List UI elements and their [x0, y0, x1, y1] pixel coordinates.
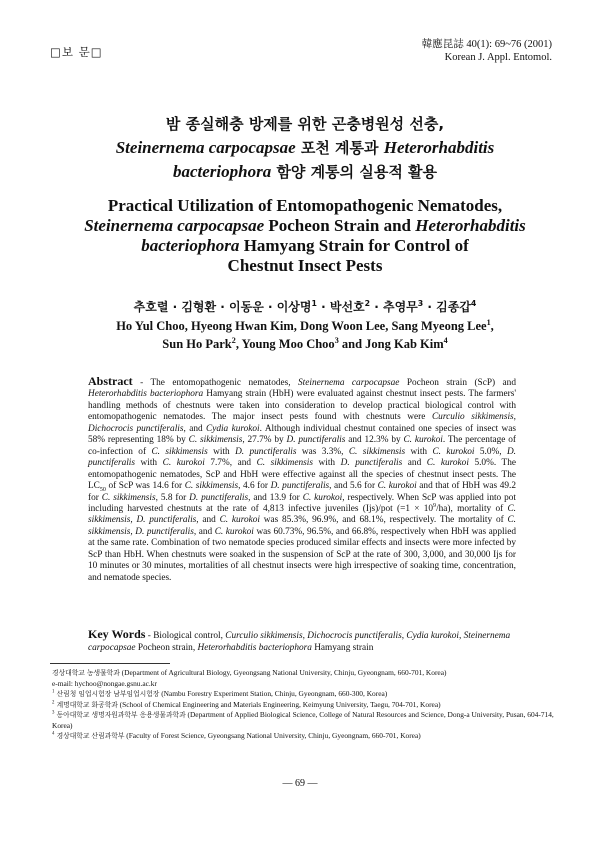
- abstract-heading: Abstract: [88, 374, 133, 388]
- english-title-genus2: Heterorhabditis: [415, 216, 526, 235]
- species-name: C. kurokoi: [426, 458, 469, 469]
- english-title-species2: bacteriophora: [141, 236, 240, 255]
- species-name: Dichocrocis punctiferalis: [88, 423, 184, 434]
- affiliation-mark: 2: [364, 299, 371, 308]
- key-words-text: ,: [302, 631, 308, 641]
- abstract-text: was 3.3%,: [296, 446, 349, 457]
- species-name: D. punctiferalis: [270, 481, 330, 492]
- abstract-text: /ha), mortality of: [436, 503, 508, 514]
- english-title-mid: Pocheon Strain and: [264, 216, 416, 235]
- affiliation-mark: 2: [231, 335, 236, 345]
- affiliation-mark: 1: [311, 299, 317, 308]
- species-name: C. sikkimensis: [348, 446, 406, 457]
- footnote-en: (School of Chemical Engineering and Materials Engineering, Keimyung University, Taegu, 704-701, Korea): [117, 699, 441, 709]
- key-words: [88, 628, 516, 654]
- footnote-ko: 계명대학교 화공학과: [54, 700, 118, 709]
- abstract-text: with: [207, 446, 236, 457]
- key-words-text: Pocheon strain,: [135, 643, 198, 653]
- abstract-text: 5.0%,: [474, 446, 507, 457]
- abstract-text: , and: [196, 515, 220, 526]
- korean-title-part3: 함양 계통의 실용적 활용: [271, 163, 438, 181]
- page-number: — 69 —: [282, 778, 318, 789]
- key-words-text: Hamyang strain: [311, 643, 374, 653]
- species-name: C. sikkimensis: [188, 435, 243, 446]
- species-name: C. sikkimensis: [184, 481, 239, 492]
- korean-title-species1: Steinernema carpocapsae: [115, 138, 296, 157]
- footnote-en: (Department of Applied Biological Science, College of Natural Resources and Science, Dong-a University, Pusan, 604-714, Korea): [52, 710, 554, 730]
- key-words-text: ,: [458, 631, 464, 641]
- footnotes: [52, 668, 560, 742]
- species-name: Heterorhabditis bacteriophora: [197, 643, 312, 653]
- species-name: D. punctiferalis: [340, 458, 403, 469]
- species-name: C. sikkimensis, D. punctiferalis: [88, 503, 517, 526]
- abstract-text: , and: [193, 526, 215, 537]
- korean-authors: [50, 298, 560, 315]
- korean-author-2: · 박선호: [316, 300, 365, 314]
- affiliation-mark: 3: [52, 710, 55, 716]
- species-name: C. sikkimensis: [151, 446, 208, 457]
- english-author-group1: Ho Yul Choo, Hyeong Hwan Kim, Dong Woon Lee, Sang Myeong Lee: [116, 319, 487, 333]
- species-name: C. kurokoi: [377, 481, 417, 492]
- korean-author-group1: 추호렬 · 김형환 · 이동운 · 이상명: [133, 300, 312, 314]
- species-name: Steinernema carpocapsae: [88, 631, 511, 653]
- footnote-en: (Nambu Forestry Experiment Station, Chinju, Gyeongnam, 660-300, Korea): [159, 689, 388, 698]
- species-name: D. punctiferalis: [235, 446, 297, 457]
- korean-title-genus2: Heterorhabditis: [383, 138, 495, 157]
- abstract-text: , 4.6 for: [238, 481, 271, 492]
- species-name: Heterorhabditis bacteriophora: [88, 389, 204, 400]
- abstract-text: Hamyang strain (HbH) were evaluated against chestnut insect pests. The farmers' handling methods of chestnuts were taken into consideration to develop practical biological control with entomopathogenic nematodes. The major insect pests found with chestnuts were: [88, 389, 516, 423]
- footnote-ko: 경상대학교 산림과학부: [54, 732, 125, 740]
- key-words-text: ,: [401, 631, 407, 641]
- affiliation-mark: 1: [486, 317, 491, 327]
- korean-title: [60, 112, 550, 184]
- footnote-affiliation-4: [52, 731, 560, 742]
- korean-title-part2: 포천 계통과: [295, 139, 384, 157]
- journal-citation: [422, 38, 552, 64]
- abstract-text: with: [313, 458, 341, 469]
- abstract-text: , and 5.6 for: [329, 481, 378, 492]
- english-title-line4: Chestnut Insect Pests: [227, 256, 383, 275]
- species-name: Cydia kurokoi: [406, 631, 459, 641]
- key-words-heading: Key Words: [88, 627, 146, 641]
- english-title: [50, 196, 560, 276]
- footnote-affiliation-3: [52, 710, 560, 731]
- species-name: Curculio sikkimensis: [431, 412, 514, 423]
- abstract-text: , respectively. When ScP was applied into pot including harvested chestnuts at the rate of 4,813 infective juveniles (Ijs)/pot (=1 × 10: [88, 492, 517, 514]
- korean-author-4: · 김종갑: [423, 300, 471, 314]
- article-type-label: □보 문□: [50, 45, 103, 59]
- abstract-text: with: [135, 458, 163, 469]
- footnote-ko: 산림청 임업시험장 남부임업시험장: [54, 690, 160, 698]
- abstract-text: 5.0%. The entomopathogenic nematodes, ScP and HbH were effective against all the species of chestnut insect pests. The LC: [88, 458, 516, 492]
- abstract-text: - The entomopathogenic nematodes,: [132, 378, 299, 388]
- abstract-text: , and: [183, 423, 206, 434]
- exponent: 9: [433, 502, 437, 509]
- abstract-text: 7.7%, and: [204, 458, 257, 469]
- abstract-text: , 27.7% by: [242, 435, 287, 446]
- species-name: D. punctiferalis: [189, 492, 249, 503]
- species-name: Cydia kurokoi: [206, 423, 260, 434]
- footnote-affiliation-2: [52, 700, 560, 711]
- korean-author-3: · 추영무: [370, 300, 418, 314]
- english-author-2: Sun Ho Park: [162, 337, 232, 351]
- species-name: Dichocrocis punctiferalis: [307, 631, 402, 641]
- abstract-text: , 5.8 for: [155, 492, 190, 503]
- affiliation-mark: 4: [470, 299, 477, 308]
- abstract-text: . The percentage of co-infection of: [88, 435, 517, 457]
- species-name: C. kurokoi: [214, 526, 254, 537]
- affiliation-mark: 4: [443, 335, 448, 345]
- abstract-text: ,: [513, 412, 516, 423]
- english-author-3: , Young Moo Choo: [235, 337, 335, 351]
- abstract-text: Pocheon strain (ScP) and: [399, 378, 516, 388]
- abstract-text: and: [402, 458, 427, 469]
- footnote-affiliation-main: [52, 668, 560, 679]
- affiliation-mark: 3: [417, 299, 424, 308]
- species-name: C. kurokoi: [162, 458, 205, 469]
- abstract-text: was 85.3%, 96.9%, and 68.1%, respectively. The mortality of: [259, 515, 508, 526]
- key-words-text: - Biological control,: [145, 631, 226, 641]
- abstract-text: with: [405, 446, 433, 457]
- footnote-affiliation-1: [52, 689, 560, 700]
- english-authors: Ho Yul Choo, Hyeong Hwan Kim, Dong Woon Lee, Sang Myeong Lee$^1$, Sun Ho Park$^2$, Young Moo Choo$^3$ and Jong Kab Kim$^4$: [116, 317, 494, 351]
- footnote-divider: [50, 663, 170, 664]
- affiliation-mark: 1: [52, 689, 55, 695]
- english-title-end: Hamyang Strain for Control of: [239, 236, 469, 255]
- korean-title-part1: 밤 종실해충 방제를 위한 곤충병원성 선충,: [165, 115, 445, 133]
- abstract-text: , and 13.9 for: [248, 492, 303, 503]
- abstract-text: was 60.73%, 96.5%, and 66.8%, respectively when HbH was applied at the same rate. Combination of two nematode species produced similar effects and insects were more infected by ScP than HbH. When chestnuts were soaked in the suspension of ScP at the rate of 300, 3,000, and 30,000 Ijs for 10 minutes or 30 minutes, mortalities of all chestnut insects were high irrespective of soaking time, concentration, and nematode species.: [88, 526, 516, 583]
- korean-title-species2: bacteriophora: [172, 162, 272, 181]
- species-name: Steinernema carpocapsae: [298, 378, 400, 388]
- abstract-text: and 12.3% by: [345, 435, 404, 446]
- footnote-ko: 경상대학교 농생물학과: [52, 669, 120, 677]
- journal-citation-en: Korean J. Appl. Entomol.: [444, 52, 552, 63]
- species-name: C. kurokoi: [432, 446, 475, 457]
- species-name: C. kurokoi: [403, 435, 443, 446]
- abstract: [88, 376, 516, 584]
- english-author-4: and Jong Kab Kim: [338, 337, 444, 351]
- english-title-line1: Practical Utilization of Entomopathogenic Nematodes,: [107, 196, 503, 215]
- affiliation-mark: 4: [52, 731, 55, 737]
- species-name: D. punctiferalis: [88, 446, 516, 469]
- species-name: Curculio sikkimensis: [225, 631, 303, 641]
- affiliation-mark: 3: [334, 335, 339, 345]
- footnote-ko: 동아대학교 생명자원과학부 응용생물과학과: [54, 711, 186, 719]
- species-name: D. punctiferalis: [286, 435, 346, 446]
- species-name: C. sikkimensis, D. punctiferalis: [88, 515, 517, 537]
- footnote-email: e-mail: hychoo@nongae.gsnu.ac.kr: [52, 678, 157, 688]
- footnote-en: (Department of Agricultural Biology, Gyeongsang National University, Chinju, Gyeongnam, 660-701, Korea): [119, 668, 447, 677]
- affiliation-mark: 2: [52, 700, 55, 706]
- species-name: C. kurokoi: [302, 492, 343, 503]
- english-title-species1: Steinernema carpocapsae: [84, 216, 265, 235]
- journal-citation-ko: 韓應昆誌 40(1): 69~76 (2001): [421, 39, 552, 50]
- abstract-text: and that of HbH was 49.2 for: [88, 481, 516, 503]
- footnote-en: (Faculty of Forest Science, Gyeongsang National University, Chinju, Gyeongnam, 660-701, Korea): [124, 731, 421, 740]
- abstract-text: of ScP was 14.6 for: [105, 481, 185, 492]
- species-name: C. sikkimensis: [101, 492, 156, 503]
- lc-subscript: 50: [99, 486, 106, 493]
- abstract-text: . Although individual chestnut contained one species of insect was 58% representing 18% by: [88, 423, 516, 446]
- species-name: C. sikkimensis: [256, 458, 313, 469]
- species-name: C. kurokoi: [219, 515, 260, 526]
